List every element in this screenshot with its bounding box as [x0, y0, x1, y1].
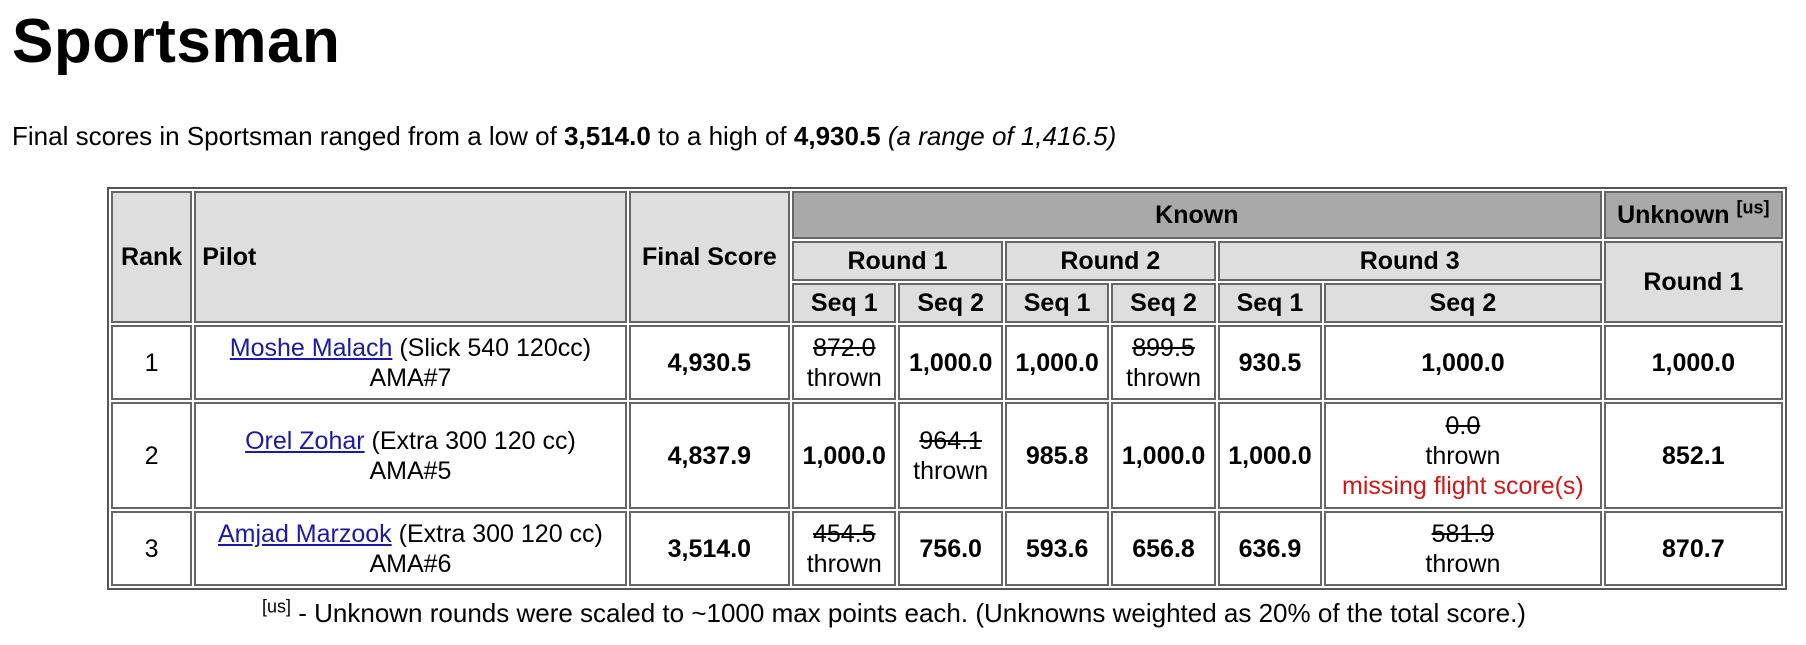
- final-score-cell: 4,837.9: [629, 402, 790, 509]
- pilot-aircraft: (Extra 300 120 cc): [364, 426, 576, 455]
- final-score-cell: 3,514.0: [629, 511, 790, 586]
- col-header-r2-seq-2: Seq 2: [1111, 283, 1215, 323]
- score-cell-r3-seq1: 1,000.0: [1218, 402, 1322, 509]
- thrown-label: thrown: [806, 549, 882, 578]
- unknown-label: Unknown: [1617, 200, 1730, 229]
- score-cell-r2-seq2: [1111, 325, 1215, 400]
- score-cell-r1-seq1: [792, 511, 896, 586]
- score-cell-r1-seq2: 1,000.0: [898, 325, 1002, 400]
- summary-range-note: (a range of 1,416.5): [887, 121, 1117, 151]
- rank-cell: 2: [111, 402, 192, 509]
- col-header-pilot: Pilot: [194, 191, 626, 323]
- pilot-link-orel-zohar[interactable]: Orel Zohar: [245, 426, 365, 455]
- pilot-aircraft: (Slick 540 120cc): [392, 333, 592, 362]
- rank-cell: 1: [111, 325, 192, 400]
- summary-prefix: Final scores in Sportsman ranged from a low of: [12, 121, 565, 151]
- table-row: [111, 402, 1783, 509]
- score-cell-r1-seq1: 1,000.0: [792, 402, 896, 509]
- col-header-unknown: [1604, 191, 1783, 239]
- score-cell-r1-seq2: [898, 402, 1002, 509]
- summary-middle: to a high of: [650, 121, 794, 151]
- score-cell-r3-seq2: 1,000.0: [1324, 325, 1601, 400]
- table-row: [111, 511, 1783, 586]
- pilot-cell: [194, 325, 626, 400]
- score-cell-unknown-r1: 870.7: [1604, 511, 1783, 586]
- pilot-ama: AMA#7: [369, 363, 452, 392]
- summary-high-score: 4,930.5: [793, 121, 881, 151]
- col-header-unknown-round-1: Round 1: [1604, 241, 1783, 323]
- header-row-1: [111, 191, 1783, 239]
- col-header-known: Known: [792, 191, 1602, 239]
- thrown-label: thrown: [913, 456, 989, 485]
- score-cell-r1-seq2: 756.0: [898, 511, 1002, 586]
- score-cell-r1-seq1: [792, 325, 896, 400]
- unknown-footnote-marker: [us]: [1736, 197, 1770, 218]
- thrown-score: 872.0: [812, 333, 876, 362]
- col-header-rank: Rank: [111, 191, 192, 323]
- final-score-cell: 4,930.5: [629, 325, 790, 400]
- thrown-score: 964.1: [919, 426, 982, 455]
- score-cell-r2-seq2: 1,000.0: [1111, 402, 1215, 509]
- pilot-link-amjad-marzook[interactable]: Amjad Marzook: [218, 519, 392, 548]
- col-header-known-round-1: Round 1: [792, 241, 1003, 281]
- thrown-label: thrown: [806, 363, 882, 392]
- pilot-aircraft: (Extra 300 120 cc): [391, 519, 603, 548]
- col-header-known-round-2: Round 2: [1005, 241, 1216, 281]
- score-cell-r3-seq2: [1324, 402, 1601, 509]
- score-cell-r2-seq2: 656.8: [1111, 511, 1215, 586]
- col-header-r1-seq-2: Seq 2: [898, 283, 1002, 323]
- thrown-score: 0.0: [1445, 411, 1481, 440]
- rank-cell: 3: [111, 511, 192, 586]
- footnote: [262, 595, 1526, 631]
- footnote-text: - Unknown rounds were scaled to ~1000 max points each. (Unknowns weighted as 20% of the total score.): [291, 598, 1526, 628]
- score-cell-unknown-r1: 852.1: [1604, 402, 1783, 509]
- pilot-ama: AMA#5: [369, 456, 452, 485]
- col-header-r2-seq-1: Seq 1: [1005, 283, 1109, 323]
- score-cell-r3-seq2: [1324, 511, 1601, 586]
- thrown-label: thrown: [1126, 363, 1202, 392]
- table-row: [111, 325, 1783, 400]
- pilot-cell: [194, 402, 626, 509]
- pilot-link-moshe-malach[interactable]: Moshe Malach: [229, 333, 393, 362]
- pilot-cell: [194, 511, 626, 586]
- thrown-label: thrown: [1425, 441, 1501, 470]
- page-title: Sportsman: [12, 7, 341, 76]
- thrown-score: 454.5: [812, 519, 876, 548]
- score-cell-r3-seq1: 930.5: [1218, 325, 1322, 400]
- thrown-score: 899.5: [1132, 333, 1195, 362]
- score-cell-r2-seq1: 985.8: [1005, 402, 1109, 509]
- score-range-summary: [12, 118, 1116, 154]
- thrown-label: thrown: [1425, 549, 1501, 578]
- footnote-marker: [us]: [262, 596, 292, 617]
- scores-table: [107, 187, 1787, 590]
- col-header-final-score: Final Score: [629, 191, 790, 323]
- col-header-r3-seq-1: Seq 1: [1218, 283, 1322, 323]
- missing-flight-score-note: missing flight score(s): [1342, 471, 1584, 500]
- col-header-r3-seq-2: Seq 2: [1324, 283, 1601, 323]
- pilot-ama: AMA#6: [369, 549, 452, 578]
- col-header-r1-seq-1: Seq 1: [792, 283, 896, 323]
- thrown-score: 581.9: [1431, 519, 1495, 548]
- summary-low-score: 3,514.0: [564, 121, 651, 151]
- score-cell-unknown-r1: 1,000.0: [1604, 325, 1783, 400]
- col-header-known-round-3: Round 3: [1218, 241, 1602, 281]
- score-cell-r2-seq1: 593.6: [1005, 511, 1109, 586]
- score-cell-r3-seq1: 636.9: [1218, 511, 1322, 586]
- score-cell-r2-seq1: 1,000.0: [1005, 325, 1109, 400]
